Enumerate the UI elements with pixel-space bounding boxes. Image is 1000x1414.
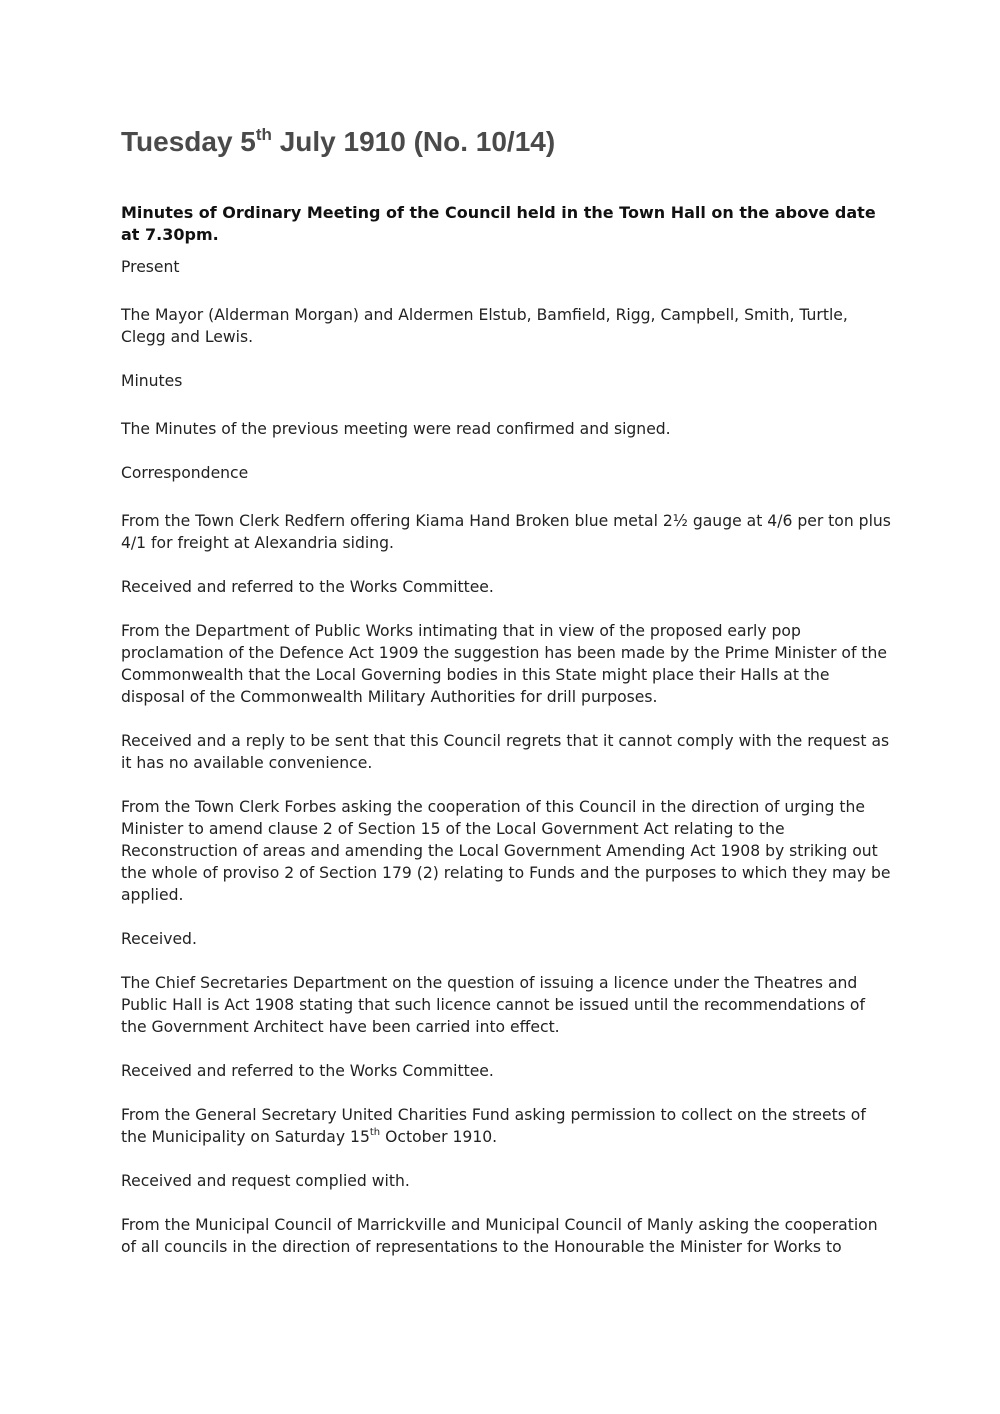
charities-text-before: From the General Secretary United Charities Fund asking permission to collect on the streets of the Municipality on Saturday 15 <box>121 1106 866 1146</box>
title-superscript: th <box>255 125 272 144</box>
minutes-text: The Minutes of the previous meeting were read confirmed and signed. <box>121 420 671 438</box>
charities-paragraph <box>121 1104 891 1148</box>
page-title <box>121 124 891 160</box>
marrickville-paragraph: From the Municipal Council of Marrickville and Municipal Council of Manly asking the cooperation of all councils in the direction of representations to the Honourable the Minister for Works to <box>121 1216 878 1256</box>
charities-resolution: Received and request complied with. <box>121 1172 410 1190</box>
forbes-paragraph: From the Town Clerk Forbes asking the cooperation of this Council in the direction of urging the Minister to amend clause 2 of Section 15 of the Local Government Act relating to the Reconstruction of areas and amending the Local Government Amending Act 1908 by striking out the whole of proviso 2 of Section 179 (2) relating to Funds and the purposes to which they may be applied. <box>121 798 891 904</box>
present-heading: Present <box>121 258 180 276</box>
chief-secretaries-resolution: Received and referred to the Works Committee. <box>121 1062 494 1080</box>
chief-secretaries-paragraph: The Chief Secretaries Department on the question of issuing a licence under the Theatres and Public Hall is Act 1908 stating that such licence cannot be issued until the recommendations of the Government Architect have been carried into effect. <box>121 974 865 1036</box>
present-text: The Mayor (Alderman Morgan) and Aldermen Elstub, Bamfield, Rigg, Campbell, Smith, Turtle, Clegg and Lewis. <box>121 306 848 346</box>
redfern-paragraph: From the Town Clerk Redfern offering Kiama Hand Broken blue metal 2½ gauge at 4/6 per ton plus 4/1 for freight at Alexandria siding. <box>121 512 891 552</box>
title-prefix: Tuesday 5 <box>121 126 256 157</box>
minutes-subtitle: Minutes of Ordinary Meeting of the Council held in the Town Hall on the above date at 7.30pm. <box>121 203 876 244</box>
forbes-resolution: Received. <box>121 930 197 948</box>
title-suffix: July 1910 (No. 10/14) <box>271 126 556 157</box>
public-works-resolution: Received and a reply to be sent that this Council regrets that it cannot comply with the request as it has no available convenience. <box>121 732 890 772</box>
document-page <box>121 124 891 1280</box>
charities-superscript: th <box>369 1127 381 1138</box>
public-works-paragraph: From the Department of Public Works intimating that in view of the proposed early pop proclamation of the Defence Act 1909 the suggestion has been made by the Prime Minister of the Commonwealth that the Local Governing bodies in this State might place their Halls at the disposal of the Commonwealth Military Authorities for drill purposes. <box>121 622 888 706</box>
redfern-resolution: Received and referred to the Works Committee. <box>121 578 494 596</box>
minutes-heading: Minutes <box>121 372 183 390</box>
correspondence-heading: Correspondence <box>121 464 249 482</box>
charities-text-after: October 1910. <box>380 1128 498 1146</box>
